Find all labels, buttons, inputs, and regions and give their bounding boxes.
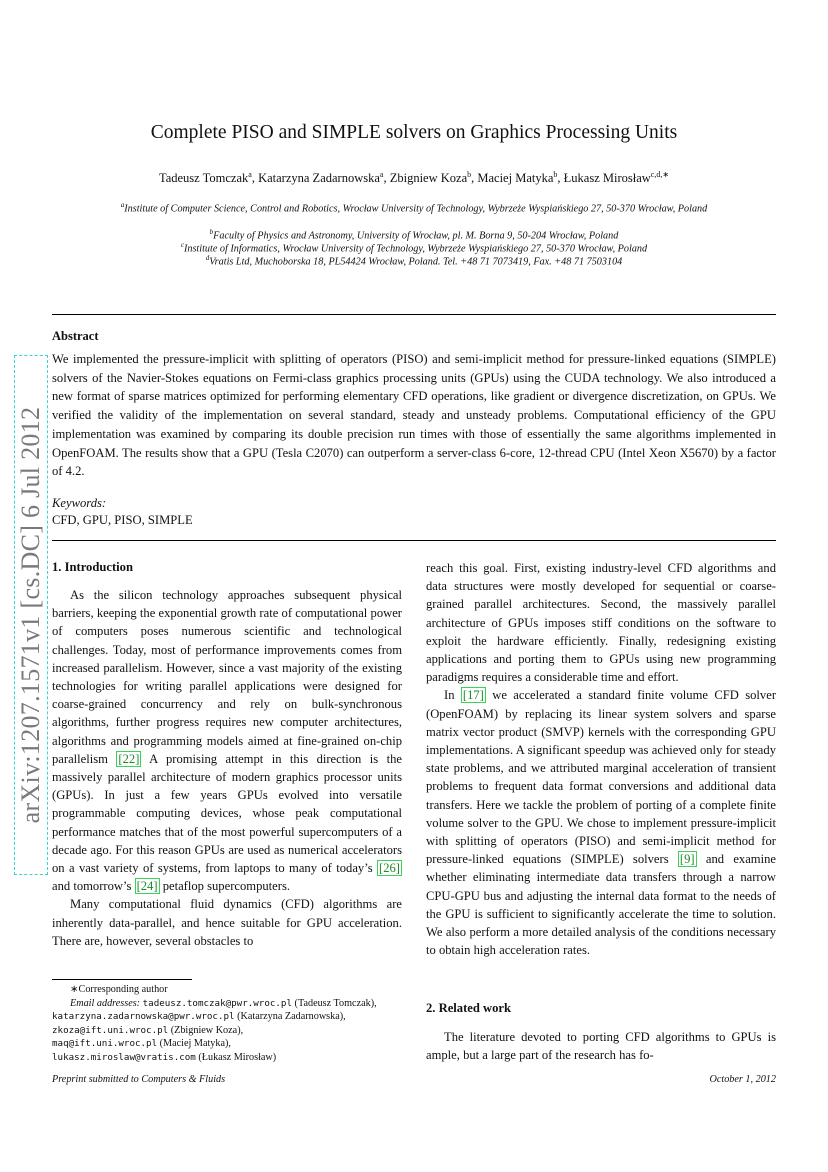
affiliation (56, 199, 772, 216)
author-mark: a (248, 170, 252, 179)
author: Zbigniew Koza (389, 171, 468, 186)
email-link[interactable]: lukasz.miroslaw@vratis.com (52, 1051, 196, 1063)
arxiv-stamp[interactable] (14, 355, 48, 875)
text-run: we accelerated a standard finite volume CFD solver (OpenFOAM) by replacing its linear system solvers and sparse matrix vector product (SMVP) kernels with the corresponding GPU implementations. A significant speedup was achieved only for steady state problems, and we attributed marginal acceleration of transient problems to frequent data format conversions and additional data transfers. Here we tackle the problem of porting of a complete finite volume solver to the GPU. We chose to implement pressure-implicit with splitting of operators (PISO) and semi-implicit method for pressure-linked equations (SIMPLE) solvers (426, 688, 777, 867)
text-run: In (444, 688, 461, 703)
affiliation-text: Faculty of Physics and Astronomy, University of Wrocław, pl. M. Borna 9, 50-204 Wrocław, Poland (213, 230, 619, 242)
paragraph: Many computational fluid dynamics (CFD) algorithms are inherently data-parallel, and hence suitable for GPU acceleration. There are, however, several obstacles to (52, 897, 402, 948)
paragraph: The literature devoted to porting CFD algorithms to GPUs is ample, but a large part of the research has fo- (426, 1030, 776, 1063)
abstract-heading: Abstract (52, 329, 99, 343)
email-owner: (Katarzyna Zadarnowska), (237, 1011, 346, 1023)
affiliation-mark: c (180, 241, 184, 249)
section-heading-related-work: 2. Related work (426, 1001, 511, 1015)
email-owner: (Maciej Matyka), (159, 1038, 231, 1050)
left-column (52, 586, 402, 950)
keywords: CFD, GPU, PISO, SIMPLE (52, 513, 193, 527)
citation-link[interactable]: [24] (136, 879, 158, 894)
author: Łukasz Mirosław (563, 171, 651, 186)
abstract-divider (52, 540, 776, 541)
email-link[interactable]: maq@ift.uni.wroc.pl (52, 1038, 158, 1050)
author-mark: b (467, 170, 472, 179)
text-run: As the silicon technology approaches subsequent physical barriers, keeping the exponential growth rate of computational power of computers poses numerous scientific and technological challenges. Today, most of performance improvements comes from increased parallelism. However, since a vast majority of the existing technologies for writing parallel applications were designed for coarse-grained concurrency and rely on bulk-synchronous algorithms, further progress requires new computer architectures, algorithms and programming models aimed at fine-grained on-chip parallelism (52, 588, 402, 766)
email-addresses (52, 997, 402, 1065)
author-mark: c,d,∗ (650, 170, 670, 179)
footnote-divider (52, 979, 192, 980)
text-run: and tomorrow’s (52, 879, 135, 894)
paragraph (52, 586, 402, 895)
footnote (52, 983, 402, 1065)
corresponding-author-note: ∗Corresponding author (70, 984, 168, 995)
paragraph (426, 686, 776, 959)
affiliation-text: Institute of Informatics, Wrocław University of Technology, Wybrzeże Wyspiańskiego 27, 50-370 Wrocław, Poland (183, 243, 648, 255)
citation-link[interactable]: [9] (679, 852, 695, 867)
affiliation-mark: a (120, 201, 125, 209)
email-owner: (Łukasz Mirosław) (198, 1051, 277, 1063)
email-link[interactable]: zkoza@ift.uni.wroc.pl (52, 1024, 169, 1036)
footer-submission: Preprint submitted to Computers & Fluids (52, 1074, 226, 1085)
abstract-body: We implemented the pressure-implicit with splitting of operators (PISO) and semi-implicit method for pressure-linked equations (SIMPLE) solvers of the Navier-Stokes equations on Fermi-class graphics processing units (GPUs) using the CUDA technology. We also introduced a new format of sparse matrices optimized for performing elementary CFD operations, like gradient or divergence discretization, on GPUs. We verified the validity of the implementation on several standard, steady and unsteady problems. Computational efficiency of the GPU implementation was examined by comparing its double precision run times with those of essentially the same algorithms implemented in OpenFOAM. The results show that a GPU (Tesla C2070) can outperform a server-class 6-core, 12-thread CPU (Intel Xeon X5670) by a factor of 4.2. (52, 352, 776, 479)
author: Tadeusz Tomczak (158, 171, 249, 186)
citation-link[interactable]: [26] (379, 861, 400, 876)
email-owner: (Zbigniew Koza), (170, 1024, 244, 1036)
right-column (426, 559, 776, 959)
affiliation (56, 252, 772, 269)
email-link[interactable]: tadeusz.tomczak@pwr.wroc.pl (142, 997, 292, 1009)
author-mark: b (553, 170, 558, 179)
citation-link[interactable]: [17] (462, 688, 484, 703)
keywords-label: Keywords: (52, 496, 107, 510)
affiliation-mark: d (205, 254, 210, 262)
footer-date: October 1, 2012 (709, 1074, 776, 1085)
email-owner: (Tadeusz Tomczak), (294, 997, 377, 1009)
author-mark: a (379, 170, 384, 179)
citation-link[interactable]: [22] (118, 751, 140, 766)
affiliation-text: Vratis Ltd, Muchoborska 18, PL54424 Wrocław, Poland. Tel. +48 71 7073419, Fax. +48 71 7503104 (209, 256, 623, 268)
text-run: A promising attempt in this direction is the massively parallel architecture of modern graphics processor units (GPUs). In just a few years GPUs evolved into versatile programmable computing devices, whose peak computational performance matches that of the most powerful supercomputers of a decade ago. For this reason GPUs are used as numerical accelerators on a vast variety of systems, from laptops to many of today’s (52, 751, 402, 876)
arxiv-stamp-text: arXiv:1207.1571v1 [cs.DC] 6 Jul 2012 (16, 406, 45, 824)
top-divider (52, 314, 776, 315)
email-link[interactable]: katarzyna.zadarnowska@pwr.wroc.pl (52, 1011, 235, 1023)
author-list: Tadeusz Tomczak$^a$, Katarzyna Zadarnowska$^a$, Zbigniew Koza$^b$, Maciej Matyka$^b$, Łukasz Mirosław$^{c,d,∗}$ (158, 170, 670, 186)
email-label: Email addresses: (70, 997, 141, 1009)
text-run: petaflop supercomputers. (159, 879, 290, 894)
text-run: and examine whether eliminating intermediate data transfers through a narrow CPU-GPU bus and adjusting the internal data format to the needs of the GPU is sufficient to significantly accelerate the time to solution. We also perform a more detailed analysis of the conditions necessary to obtain high acceleration rates. (426, 852, 776, 958)
paragraph: reach this goal. First, existing industry-level CFD algorithms and data structures were mostly developed for sequential or coarse-grained parallel architectures. Second, the massively parallel architecture of GPUs imposes stiff conditions on the software to exploit the hardware efficiently. Finally, redesigning existing applications and porting them to GPUs using new programming paradigms requires a considerable time and effort. (426, 561, 776, 685)
affiliation-mark: b (209, 228, 214, 236)
affiliation-text: Institute of Computer Science, Control and Robotics, Wrocław University of Technology, Wybrzeże Wyspiańskiego 27, 50-370 Wrocław, Poland (124, 203, 708, 215)
section-heading-introduction: 1. Introduction (52, 560, 133, 574)
author: Maciej Matyka (477, 171, 554, 186)
author: Katarzyna Zadarnowska (258, 171, 380, 186)
paper-title: Complete PISO and SIMPLE solvers on Graphics Processing Units (150, 122, 678, 143)
right-column-continued (426, 1028, 776, 1064)
